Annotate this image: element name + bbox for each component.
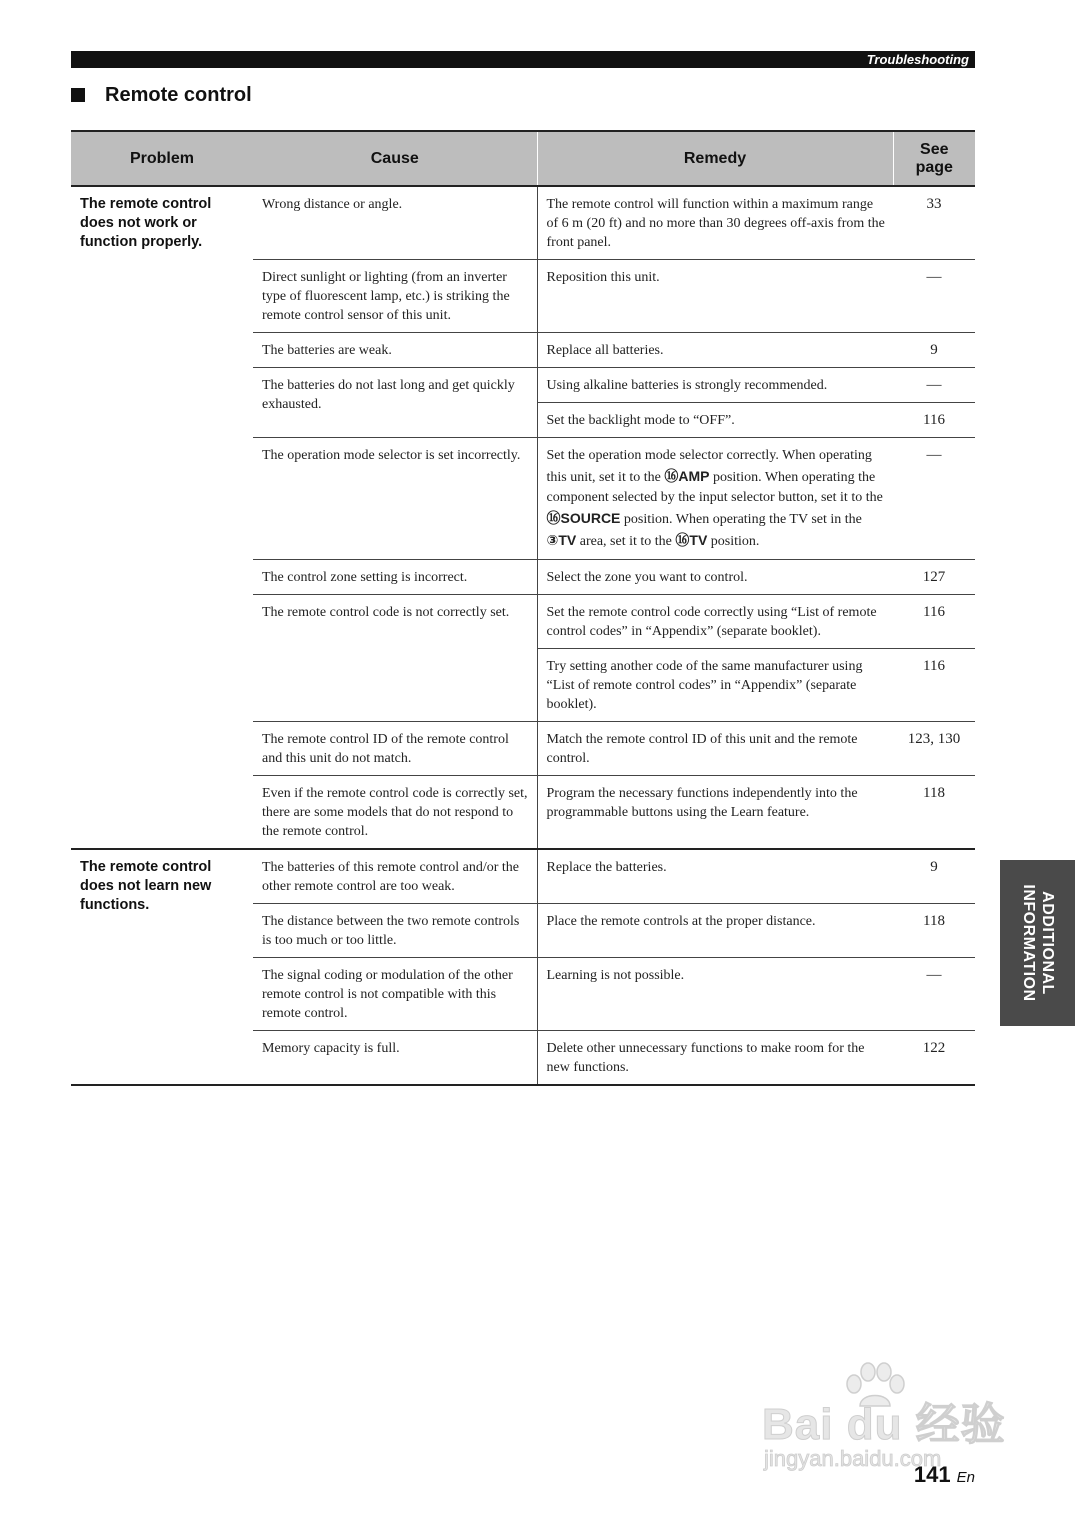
- page-cell: 122: [893, 1031, 975, 1086]
- table-row: [71, 849, 975, 904]
- chapter-side-tab: [1000, 860, 1075, 1026]
- table-header-row: [71, 131, 975, 186]
- watermark-brand: Bai du 经验: [762, 1400, 1006, 1449]
- remedy-cell: Set the backlight mode to “OFF”.: [537, 403, 893, 438]
- remedy-cell: Set the operation mode selector correctly. When operating this unit, set it to the ⑯AMP position. When operating the component selected by the input selector button, set it to the ⑯SOURCE position. When operating the TV set in the ③TV area, set it to the ⑯TV position.: [537, 438, 893, 560]
- cause-cell: The distance between the two remote controls is too much or too little.: [253, 904, 537, 958]
- page-cell: 116: [893, 649, 975, 722]
- remedy-cell: Replace all batteries.: [537, 333, 893, 368]
- section-label: Troubleshooting: [866, 52, 969, 67]
- remedy-cell: Learning is not possible.: [537, 958, 893, 1031]
- remedy-cell: Select the zone you want to control.: [537, 560, 893, 595]
- column-header-remedy: Remedy: [537, 131, 893, 186]
- page-cell: 127: [893, 560, 975, 595]
- language-code: En: [956, 1469, 975, 1486]
- page-cell: —: [893, 958, 975, 1031]
- remedy-cell: Set the remote control code correctly using “List of remote control codes” in “Appendix” (separate booklet).: [537, 595, 893, 649]
- problem-cell: The remote control does not work or function properly.: [80, 196, 212, 250]
- troubleshooting-table: [71, 130, 975, 1086]
- remedy-cell: Try setting another code of the same manufacturer using “List of remote control codes” in “Appendix” (separate booklet).: [537, 649, 893, 722]
- problem-cell: The remote control does not learn new functions.: [71, 849, 253, 1085]
- tv-area-key: ③TV: [546, 532, 577, 548]
- page-cell: —: [893, 438, 975, 560]
- cause-cell: The batteries of this remote control and/or the other remote control are too weak.: [253, 849, 537, 904]
- cause-cell: The batteries are weak.: [253, 333, 537, 368]
- page-cell: 116: [893, 403, 975, 438]
- column-header-problem: Problem: [71, 131, 253, 186]
- page-cell: 33: [926, 196, 942, 212]
- source-position-key: ⑯SOURCE: [546, 510, 621, 526]
- cause-cell: Even if the remote control code is correctly set, there are some models that do not respond to the remote control.: [253, 776, 537, 850]
- page-cell: 9: [893, 333, 975, 368]
- page-cell: 116: [893, 595, 975, 649]
- page-cell: 123, 130: [893, 722, 975, 776]
- cause-cell: The control zone setting is incorrect.: [253, 560, 537, 595]
- remedy-cell: Program the necessary functions independently into the programmable buttons using the Learn feature.: [537, 776, 893, 850]
- column-header-page: See page: [893, 131, 975, 186]
- remedy-cell: Replace the batteries.: [537, 849, 893, 904]
- remedy-cell: Reposition this unit.: [537, 260, 893, 333]
- cause-cell: The batteries do not last long and get quickly exhausted.: [253, 368, 537, 438]
- side-tab-line-1: ADDITIONAL: [1038, 891, 1056, 995]
- cause-cell: The operation mode selector is set incorrectly.: [253, 438, 537, 560]
- cause-cell: The remote control code is not correctly set.: [253, 595, 537, 722]
- remedy-cell: Using alkaline batteries is strongly recommended.: [537, 368, 893, 403]
- watermark: [762, 1360, 1012, 1475]
- cause-cell: Direct sunlight or lighting (from an inverter type of fluorescent lamp, etc.) is striking the remote control sensor of this unit.: [253, 260, 537, 333]
- page-cell: —: [893, 368, 975, 403]
- amp-position-key: ⑯AMP: [664, 468, 710, 484]
- remedy-cell: Place the remote controls at the proper distance.: [537, 904, 893, 958]
- square-bullet-icon: [71, 88, 85, 102]
- page-cell: —: [893, 260, 975, 333]
- page-cell: 9: [893, 849, 975, 904]
- tv-position-key: ⑯TV: [675, 532, 708, 548]
- page-title: Remote control: [105, 84, 252, 106]
- cause-cell: The signal coding or modulation of the other remote control is not compatible with this remote control.: [253, 958, 537, 1031]
- remedy-cell: The remote control will function within a maximum range of 6 m (20 ft) and no more than 30 degrees off-axis from the front panel.: [537, 186, 893, 260]
- remedy-cell: Match the remote control ID of this unit and the remote control.: [537, 722, 893, 776]
- page-cell: 118: [893, 776, 975, 850]
- cause-cell: The remote control ID of the remote control and this unit do not match.: [253, 722, 537, 776]
- section-header-bar: [71, 51, 975, 68]
- cause-cell: Wrong distance or angle.: [262, 197, 403, 212]
- watermark-url: jingyan.baidu.com: [764, 1446, 942, 1471]
- side-tab-line-2: INFORMATION: [1019, 884, 1037, 1002]
- page-number: [914, 1462, 975, 1488]
- column-header-cause: Cause: [253, 131, 537, 186]
- page-number-value: 141: [913, 1462, 951, 1487]
- remedy-cell: Delete other unnecessary functions to make room for the new functions.: [537, 1031, 893, 1086]
- page-cell: 118: [893, 904, 975, 958]
- cause-cell: Memory capacity is full.: [253, 1031, 537, 1086]
- section-heading: [71, 84, 252, 110]
- table-row: [71, 186, 975, 260]
